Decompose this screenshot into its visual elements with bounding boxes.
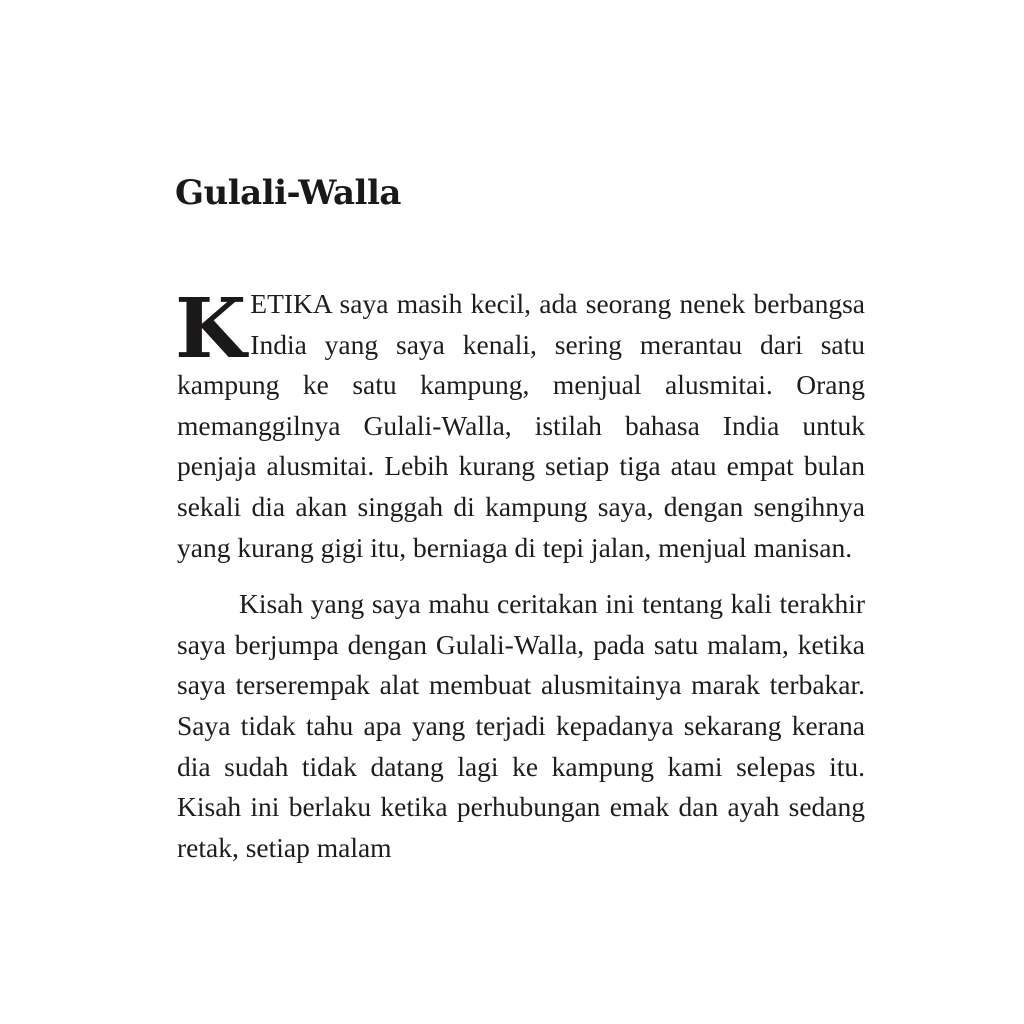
paragraph-1 [175, 281, 865, 568]
paragraph-2: Kisah yang saya mahu ceritakan ini tentang kali terakhir saya berjumpa dengan Gulali-Walla, pada satu malam, ketika saya terserempak alat membuat alusmitainya marak terbakar. Saya tidak tahu apa yang terjadi kepadanya sekarang kerana dia sudah tidak datang lagi ke kampung kami selepas itu. Kisah ini berlaku ketika perhubungan emak dan ayah sedang retak, setiap malam [177, 588, 865, 863]
chapter-body [175, 281, 865, 868]
chapter-title: Gulali-Walla [175, 173, 401, 213]
paragraph-1-text: ETIKA saya masih kecil, ada seorang nenek berbangsa India yang saya kenali, sering merantau dari satu kampung ke satu kampung, menjual alusmitai. Orang memanggilnya Gulali-Walla, istilah bahasa India untuk penjaja alusmitai. Lebih kurang setiap tiga atau empat bulan sekali dia akan singgah di kampung saya, dengan sengihnya yang kurang gigi itu, berniaga di tepi jalan, menjual manisan. [177, 288, 865, 563]
drop-cap: K [175, 281, 247, 377]
